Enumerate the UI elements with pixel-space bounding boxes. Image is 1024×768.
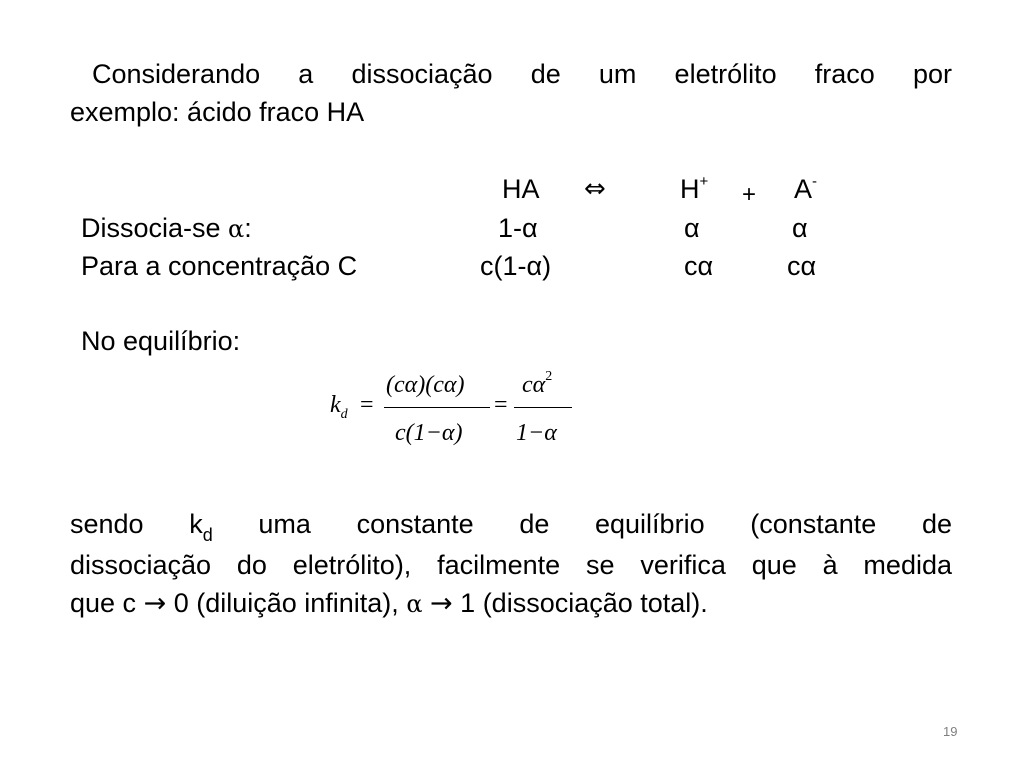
right-arrow-icon: →	[430, 588, 453, 619]
fraction-1-numerator: (cα)(cα)	[386, 372, 465, 398]
reaction-reactant: HA	[502, 174, 540, 204]
fraction-2-bar	[514, 407, 572, 408]
row-dissociation-h: α	[684, 213, 700, 243]
row-concentration-label: Para a concentração C	[81, 251, 358, 281]
row-concentration-a: cα	[787, 251, 817, 281]
row-dissociation-label: Dissocia-se α:	[81, 213, 252, 243]
reaction-cation: H+	[680, 173, 709, 204]
row-concentration-h: cα	[684, 251, 714, 281]
intro-line-1: Considerando a dissociação de um eletrólito fraco por	[92, 59, 952, 89]
reaction-plus: +	[742, 181, 757, 208]
conclusion-line-1: sendo $k_d$ uma constante de equilíbrio (constante de	[70, 509, 952, 545]
fraction-1-bar	[384, 407, 490, 408]
conclusion-line-2: dissociação do eletrólito), facilmente se verifica que à medida	[70, 550, 952, 580]
equation-equals-1: =	[360, 392, 374, 418]
equation-lhs: $k_d$	[330, 392, 348, 422]
fraction-2-numerator: $c\alpha^2$	[522, 369, 553, 398]
equilibrium-label: No equilíbrio:	[81, 326, 241, 356]
page-number: 19	[943, 724, 958, 739]
fraction-2-denominator: 1−α	[516, 420, 557, 446]
row-dissociation-a: α	[792, 213, 808, 243]
conclusion-paragraph	[70, 505, 952, 623]
row-concentration-ha: c(1-α)	[480, 251, 552, 281]
intro-paragraph	[70, 55, 952, 131]
right-arrow-icon: →	[143, 588, 167, 619]
conclusion-line-3: que c → 0 (diluição infinita), α → 1 (dissociação total).	[70, 588, 708, 619]
reaction-anion: A-	[794, 173, 818, 204]
equilibrium-arrow-icon: ⇔	[584, 174, 606, 204]
row-dissociation-ha: 1-α	[498, 213, 538, 243]
intro-line-2: exemplo: ácido fraco HA	[70, 97, 365, 127]
fraction-1-denominator: c(1−α)	[395, 420, 463, 446]
equation-equals-2: =	[494, 392, 508, 418]
